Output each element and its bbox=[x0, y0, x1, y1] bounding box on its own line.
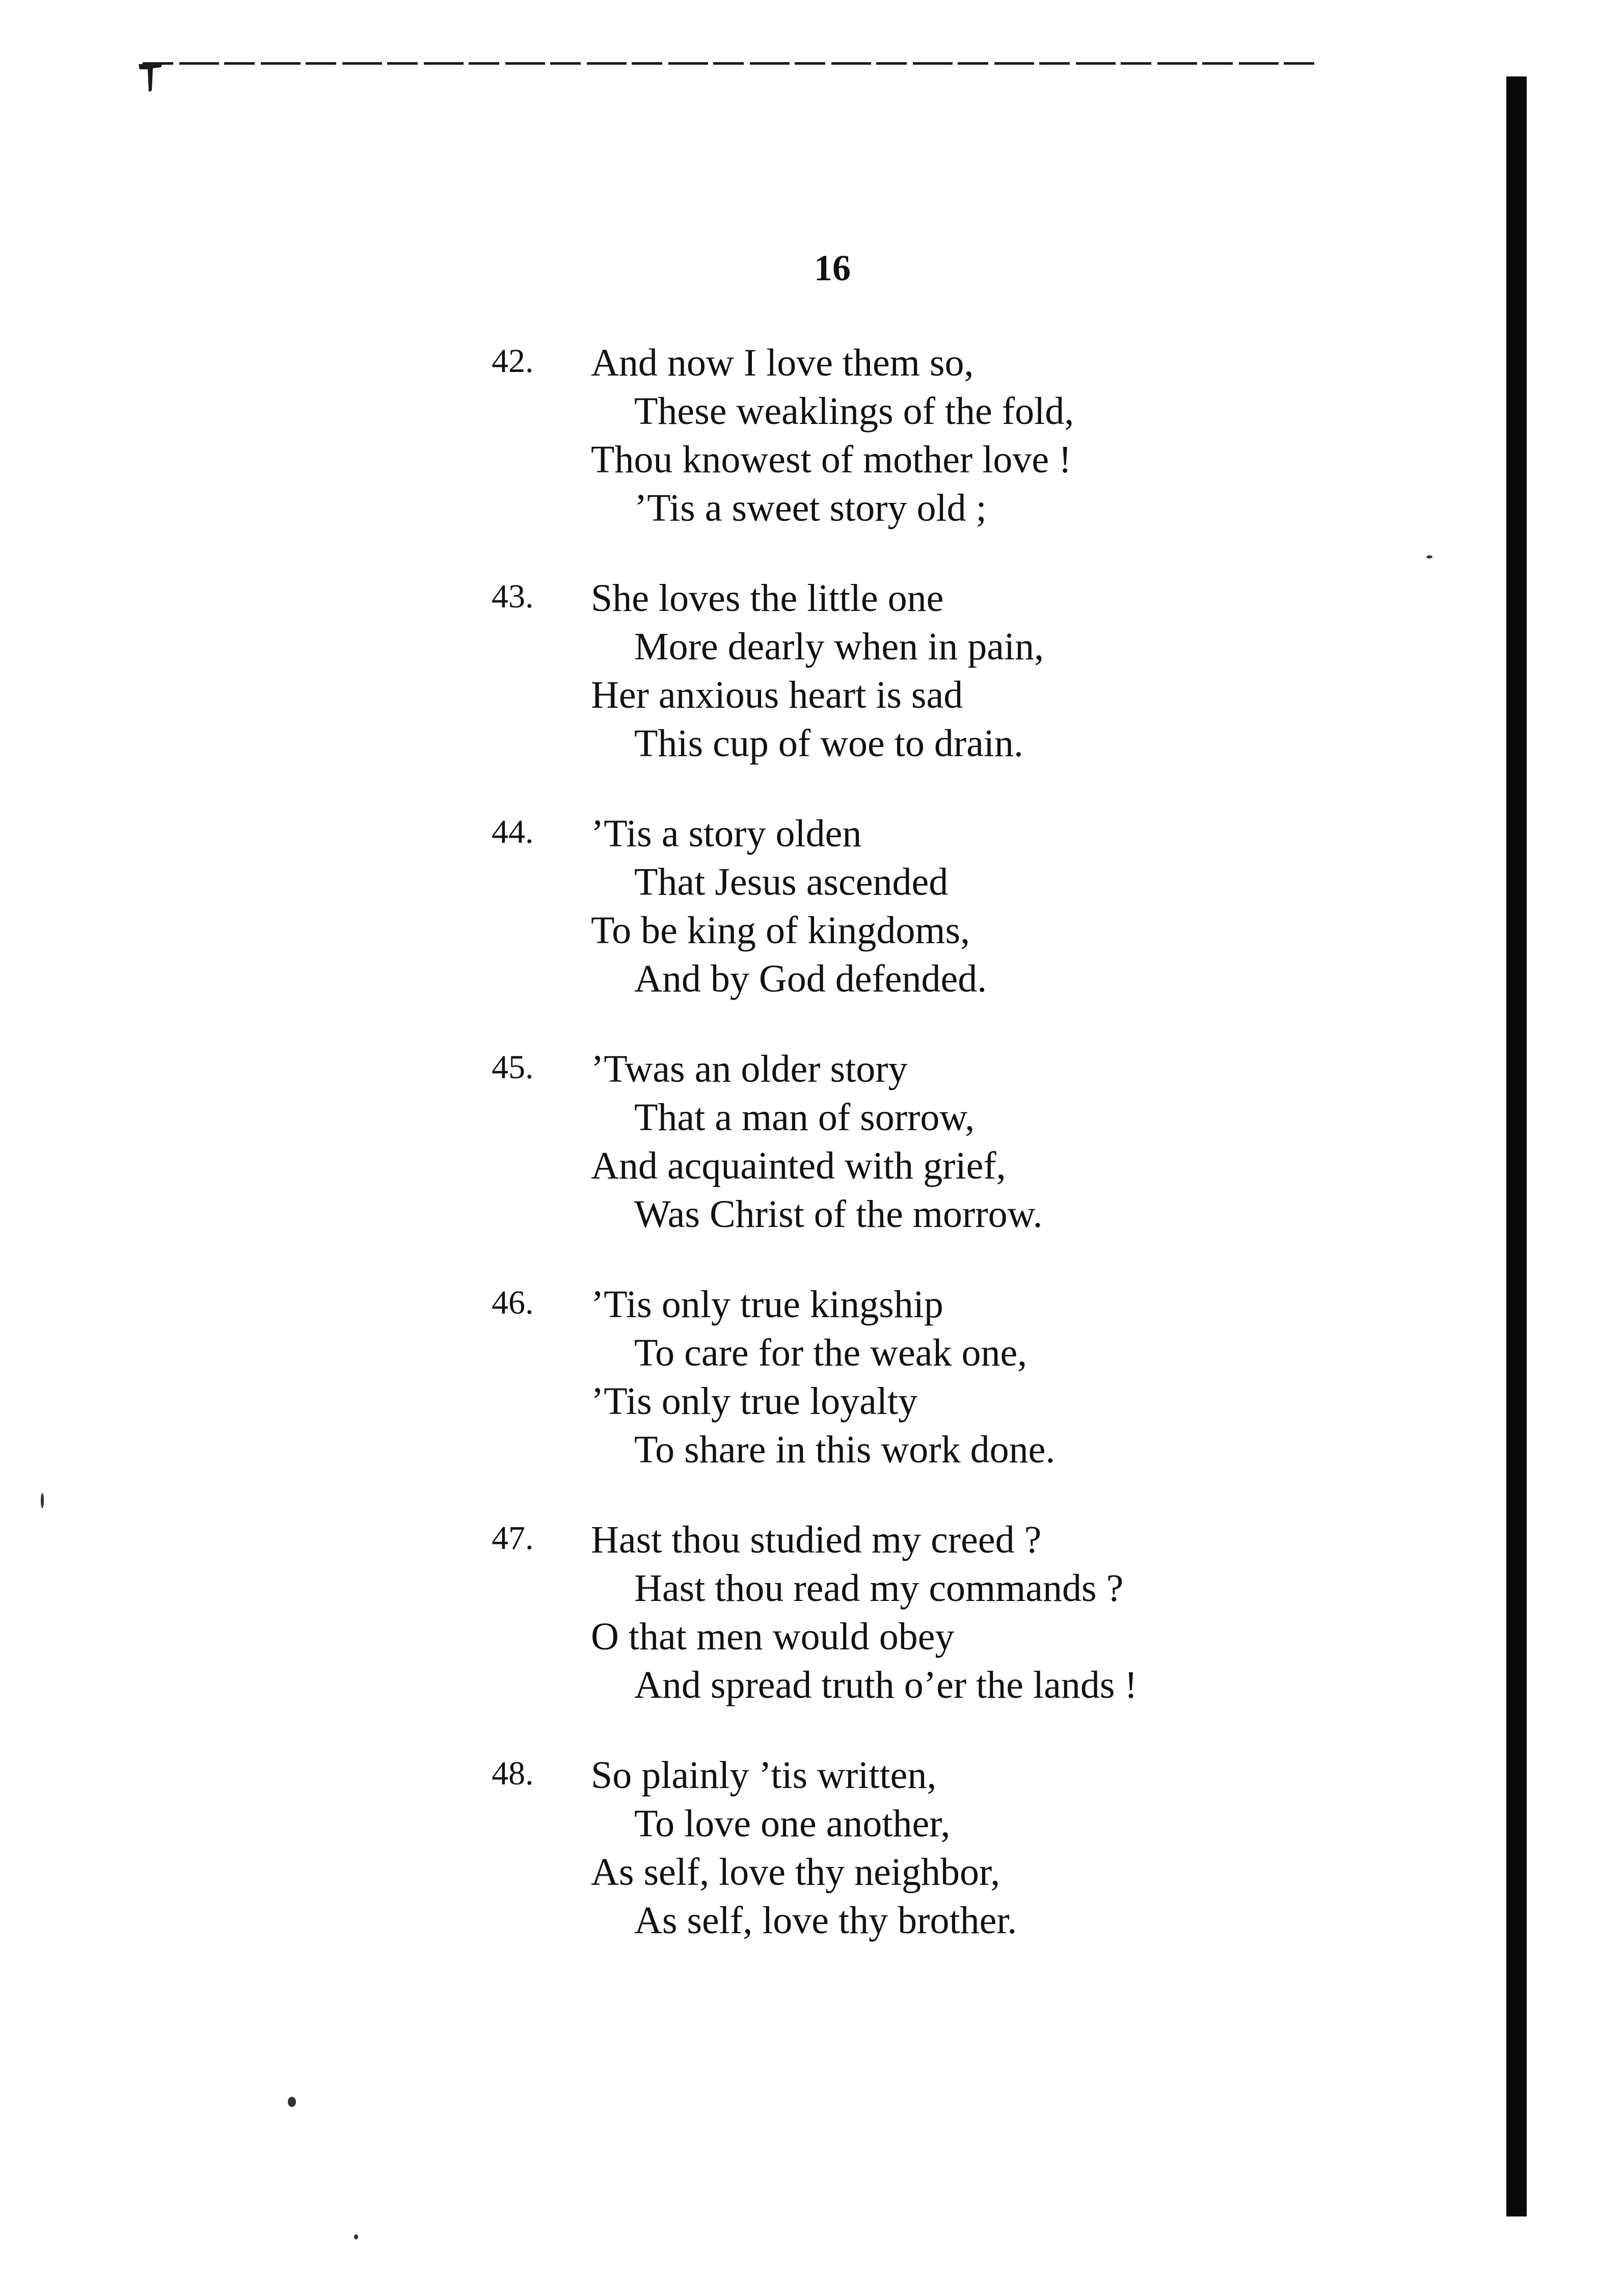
poem-line: ’Twas an older story bbox=[591, 1048, 908, 1090]
stanza-number: 48. bbox=[492, 1755, 534, 1792]
stanza-number: 43. bbox=[492, 578, 534, 615]
poem-line: She loves the little one bbox=[591, 577, 944, 620]
poem-line: As self, love thy neighbor, bbox=[591, 1851, 1000, 1893]
poem-line: These weaklings of the fold, bbox=[634, 390, 1074, 433]
poem-line: To be king of kingdoms, bbox=[591, 909, 970, 952]
stanza-number: 44. bbox=[492, 813, 534, 850]
corner-tear-mark bbox=[138, 60, 164, 106]
poem-line: That a man of sorrow, bbox=[634, 1096, 975, 1139]
poem-line: To share in this work done. bbox=[634, 1428, 1055, 1471]
stanza bbox=[492, 1045, 1409, 1239]
poem-line: ’Tis a story olden bbox=[591, 812, 862, 855]
poem-line: ’Tis a sweet story old ; bbox=[634, 487, 987, 529]
margin-speck bbox=[288, 2097, 296, 2107]
poem-line: To love one another, bbox=[634, 1802, 951, 1845]
stanza bbox=[492, 1280, 1409, 1474]
margin-speck bbox=[41, 1493, 44, 1508]
poem-line: And acquainted with grief, bbox=[591, 1144, 1006, 1187]
page-number: 16 bbox=[814, 248, 851, 288]
poem-line: This cup of woe to drain. bbox=[634, 722, 1024, 765]
poem-line: O that men would obey bbox=[591, 1615, 955, 1658]
stanza bbox=[492, 810, 1409, 1003]
poem-line: Hast thou read my commands ? bbox=[634, 1567, 1124, 1610]
poem-line: To care for the weak one, bbox=[634, 1331, 1027, 1374]
poem-line: And by God defended. bbox=[634, 957, 987, 1000]
stanza-number: 47. bbox=[492, 1519, 534, 1557]
poem-line: As self, love thy brother. bbox=[634, 1899, 1017, 1942]
stanza bbox=[492, 1516, 1409, 1710]
poem-line: And spread truth o’er the lands ! bbox=[634, 1664, 1138, 1706]
poem-line: ’Tis only true loyalty bbox=[591, 1380, 918, 1423]
margin-speck bbox=[1426, 555, 1432, 558]
poem-line: More dearly when in pain, bbox=[634, 625, 1044, 668]
stanza bbox=[492, 1751, 1409, 1945]
poem-line: Thou knowest of mother love ! bbox=[591, 438, 1072, 481]
poem-line: That Jesus ascended bbox=[634, 861, 949, 903]
stanza bbox=[492, 339, 1409, 532]
stanza-number: 45. bbox=[492, 1049, 534, 1086]
top-edge-rule bbox=[143, 62, 1314, 65]
poem-line: ’Tis only true kingship bbox=[591, 1283, 943, 1326]
stanza-number: 46. bbox=[492, 1284, 534, 1321]
stanza bbox=[492, 574, 1409, 768]
binding-edge-bar bbox=[1506, 76, 1527, 2216]
poem-line: Was Christ of the morrow. bbox=[634, 1193, 1043, 1236]
poem-body bbox=[492, 339, 1409, 1987]
stanza-number: 42. bbox=[492, 342, 534, 380]
poem-line: And now I love them so, bbox=[591, 341, 974, 384]
poem-line: So plainly ’tis written, bbox=[591, 1754, 937, 1797]
poem-line: Her anxious heart is sad bbox=[591, 674, 963, 716]
margin-speck bbox=[354, 2234, 358, 2239]
poem-line: Hast thou studied my creed ? bbox=[591, 1518, 1042, 1561]
